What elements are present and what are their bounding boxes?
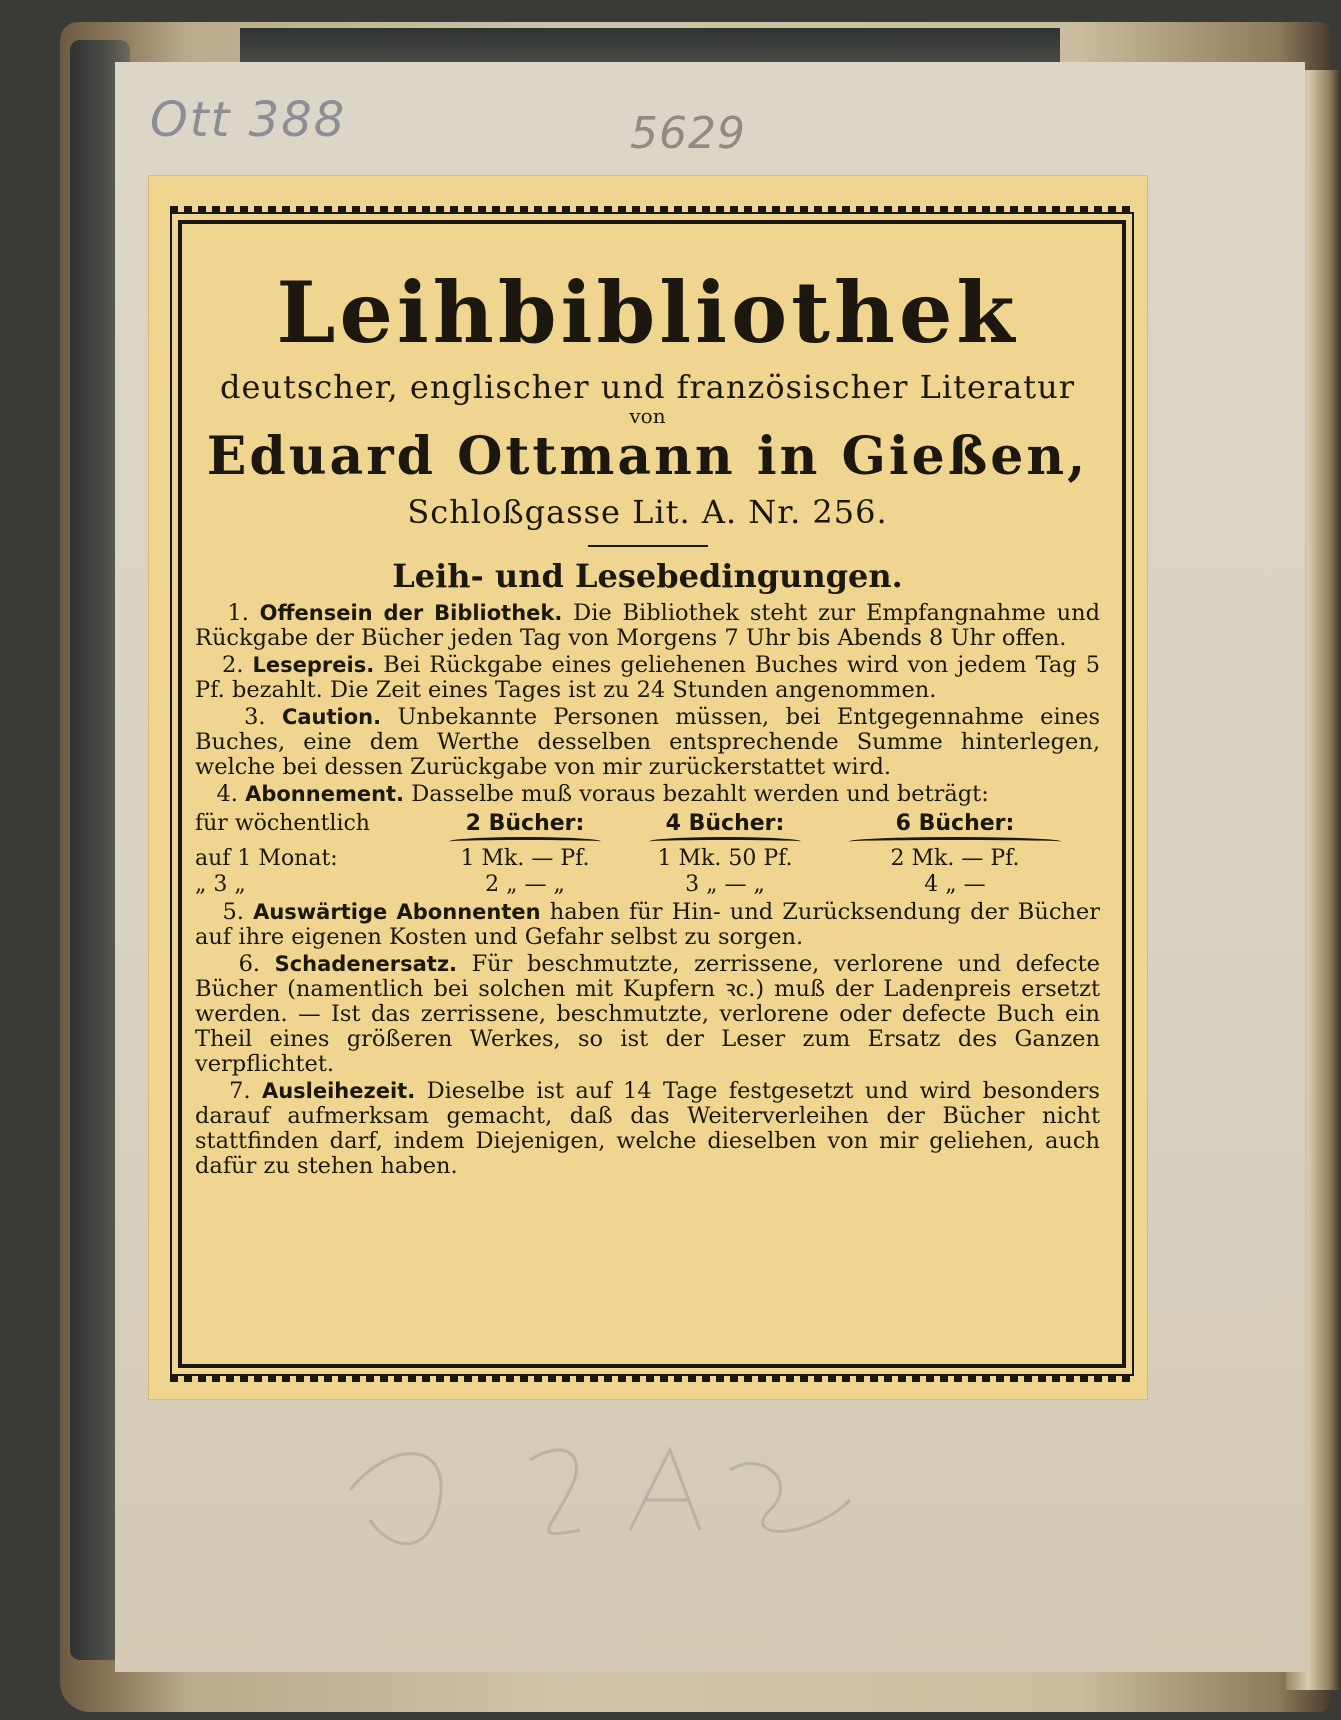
condition-item — [195, 705, 1100, 780]
condition-item — [195, 1079, 1100, 1179]
condition-number: 6. — [238, 951, 261, 977]
label-title: Leihbibliothek — [276, 263, 1019, 362]
pencil-scrawl — [330, 1420, 950, 1560]
fee-header: 6 Bücher: — [825, 811, 1085, 846]
subscription-fee-table — [195, 811, 1100, 898]
condition-number: 3. — [244, 704, 266, 730]
label-subtitle: deutscher, englischer und französischer Literatur — [219, 368, 1076, 406]
condition-heading: Caution. — [281, 705, 382, 729]
condition-heading: Abonnement. — [245, 782, 405, 806]
condition-text: Bei Rückgabe eines geliehenen Buches wird von jedem Tag 5 Pf. bezahlt. Die Zeit eines Tages ist zu 24 Stunden angenommen. — [195, 652, 1101, 703]
condition-heading: Offensein der Bibliothek. — [259, 601, 563, 625]
conditions-list — [195, 601, 1100, 807]
condition-text: Dasselbe muß voraus bezahlt werden und beträgt: — [411, 781, 989, 807]
condition-number: 2. — [222, 652, 244, 678]
condition-text: Unbekannte Personen müssen, bei Entgegennahme eines Buches, eine dem Werthe desselben entsprechende Summe hinterlegen, welche bei dessen Zurückgabe von mir zurückerstattet wird. — [195, 704, 1101, 780]
condition-heading: Lesepreis. — [252, 653, 375, 677]
fee-cell: 3 „ — „ — [685, 872, 765, 897]
fee-cell: 1 Mk. — Pf. — [460, 846, 590, 871]
fee-cell: 2 „ — „ — [485, 872, 565, 897]
owner-name: Eduard Ottmann in Gießen, — [206, 426, 1089, 487]
condition-item — [195, 601, 1100, 651]
condition-heading: Schadenersatz. — [274, 952, 458, 976]
conditions-heading: Leih- und Lesebedingungen. — [392, 557, 903, 595]
owner-address: Schloßgasse Lit. A. Nr. 256. — [407, 493, 888, 531]
fee-cell: 1 Mk. 50 Pf. — [657, 846, 793, 871]
condition-item — [195, 952, 1100, 1077]
condition-number: 4. — [216, 781, 238, 807]
conditions-list-continued — [195, 900, 1100, 1179]
fee-header: 2 Bücher: — [425, 811, 625, 846]
label-von: von — [629, 404, 666, 428]
fee-row-label: auf 1 Monat: — [195, 846, 338, 871]
condition-heading: Ausleihezeit. — [261, 1079, 416, 1103]
condition-text: haben für Hin- und Zurücksendung der Bücher auf ihre eigenen Kosten und Gefahr selbst zu sorgen. — [195, 899, 1100, 950]
condition-number: 5. — [222, 899, 244, 925]
condition-item — [195, 900, 1100, 950]
divider-rule — [588, 545, 708, 547]
condition-text: Dieselbe ist auf 14 Tage festgesetzt und wird besonders darauf aufmerksam gemacht, daß das Weiterverleihen der Bücher nicht stattfinden darf, indem Diejenigen, welche dieselben von mir geliehen, auch dafür zu stehen haben. — [195, 1078, 1100, 1179]
condition-number: 7. — [229, 1078, 251, 1104]
fee-cell: 2 Mk. — Pf. — [890, 846, 1020, 871]
condition-text: Für beschmutzte, zerrissene, verlorene und defecte Bücher (namentlich bei solchen mit Kupfern ꝛc.) muß der Ladenpreis ersetzt werden. — Ist das zerrissene, beschmutzte, verlorene oder defecte Buch ein Theil eines größeren Werkes, so ist der Leser zum Ersatz des Ganzen verpflichtet. — [195, 951, 1100, 1077]
condition-item — [195, 782, 1100, 807]
condition-text: Die Bibliothek steht zur Empfangnahme und Rückgabe der Bücher jeden Tag von Morgens 7 Uhr bis Abends 8 Uhr offen. — [195, 600, 1100, 651]
accession-number-handwriting: 5629 — [630, 108, 746, 159]
fee-header: 4 Bücher: — [625, 811, 825, 846]
condition-item — [195, 653, 1100, 703]
fee-row-label: „ 3 „ — [195, 872, 246, 897]
shelfmark-handwriting: Ott 388 — [150, 92, 347, 148]
fee-row-intro: für wöchentlich — [195, 811, 370, 836]
condition-heading: Auswärtige Abonnenten — [253, 900, 541, 924]
condition-number: 1. — [227, 600, 249, 626]
label-content — [195, 250, 1100, 1340]
fee-cell: 4 „ — — [924, 872, 986, 897]
